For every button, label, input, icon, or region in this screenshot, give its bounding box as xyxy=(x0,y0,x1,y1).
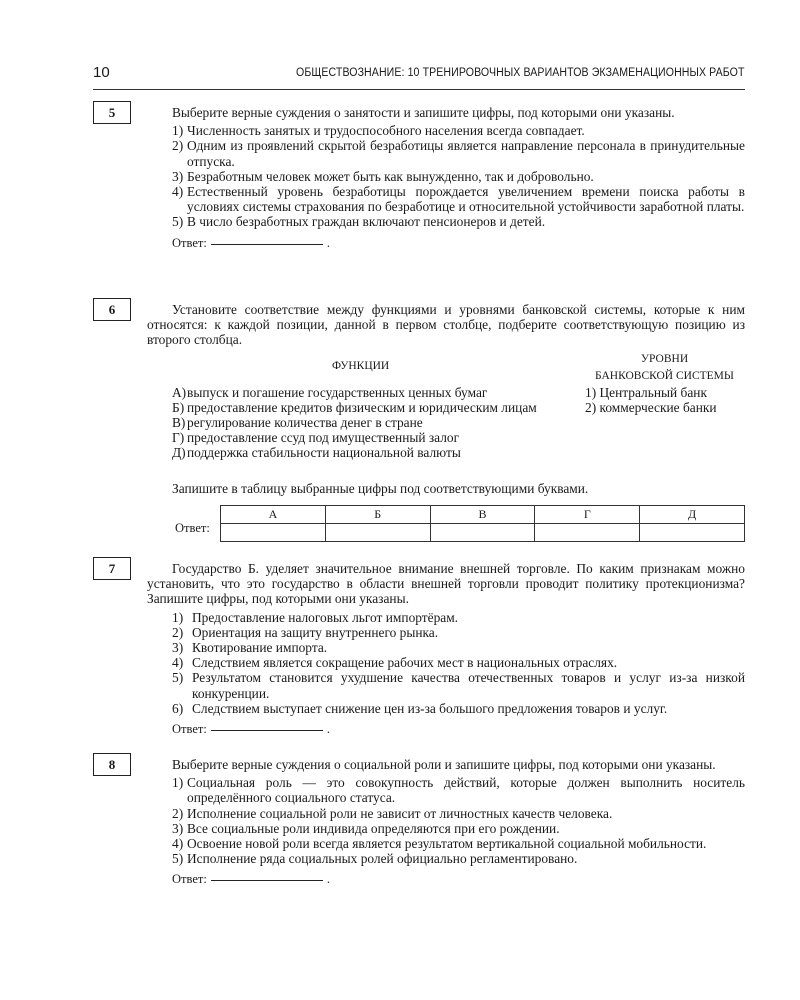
levels-header-line: БАНКОВСКОЙ СИСТЕМЫ xyxy=(595,369,734,382)
option xyxy=(172,169,745,184)
option-number: 4) xyxy=(172,655,184,671)
answer-label: Ответ: xyxy=(175,520,210,535)
option xyxy=(172,625,745,640)
answer-line: Ответ: . xyxy=(172,872,330,887)
option-text: В число безработных граждан включают пенсионеров и детей. xyxy=(187,214,546,230)
question-number: 5 xyxy=(93,101,131,124)
option-list xyxy=(172,123,745,229)
option-list xyxy=(172,775,745,866)
question-text: Выберите верные суждения о занятости и запишите цифры, под которыми они указаны. xyxy=(172,105,675,120)
option xyxy=(172,670,745,700)
table-instruction: Запишите в таблицу выбранные цифры под соответствующими буквами. xyxy=(172,480,589,496)
option xyxy=(172,655,745,670)
option-text: Исполнение ряда социальных ролей официально регламентировано. xyxy=(187,851,578,867)
option xyxy=(172,836,745,851)
option-number: 4) xyxy=(172,184,184,200)
question-text: Государство Б. уделяет значительное внимание внешней торговле. По каким признакам можно установить, что это государство в области внешней торговли проводит политику протекционизма? Запишите цифры, под которыми они указаны. xyxy=(147,561,745,607)
answer-blank[interactable] xyxy=(211,244,323,245)
option xyxy=(172,138,745,168)
function-item xyxy=(172,415,567,430)
page-number: 10 xyxy=(93,64,110,81)
option-text: Все социальные роли индивида определяются при его рождении. xyxy=(187,820,560,836)
answer-cell[interactable] xyxy=(325,523,430,541)
option-text: Следствием является сокращение рабочих мест в национальных отраслях. xyxy=(192,655,618,671)
option-number: 6) xyxy=(172,700,184,716)
option-number: 5) xyxy=(172,851,184,867)
function-item xyxy=(172,385,567,400)
question-6 xyxy=(108,302,745,545)
table-header-cell: В xyxy=(430,505,535,523)
option-text: Социальная роль — это совокупность действий, которые должен выполнить носитель определённого социального статуса. xyxy=(187,775,745,806)
option-number: 2) xyxy=(172,805,184,821)
option-number: 1) xyxy=(172,609,184,625)
option-number: 5) xyxy=(172,214,184,230)
option-text: Предоставление налоговых льгот импортёрам. xyxy=(192,609,459,625)
option xyxy=(172,214,745,229)
answer-label: Ответ: xyxy=(172,235,207,250)
function-text: предоставление кредитов физическим и юридическим лицам xyxy=(187,399,537,415)
answer-cell[interactable] xyxy=(430,523,535,541)
function-item xyxy=(172,445,567,460)
levels-header xyxy=(582,351,747,385)
question-text: Установите соответствие между функциями и уровнями банковской системы, которые к ним относятся: к каждой позиции, данной в первом столбце, подберите соответствующую позицию из второго столбца. xyxy=(147,302,745,348)
option xyxy=(172,775,745,805)
option-text: Естественный уровень безработицы порождается увеличением времени поиска работы в условиях системы страхования по безработице и относительной устойчивости заработной платы. xyxy=(187,184,745,215)
table-header-cell: А xyxy=(221,505,326,523)
table-header-cell: Б xyxy=(325,505,430,523)
level-item: 2) коммерческие банки xyxy=(585,399,717,415)
function-text: поддержка стабильности национальной валюты xyxy=(187,445,461,461)
table-header-row xyxy=(221,505,745,523)
table-header-cell: Д xyxy=(640,505,745,523)
header-divider xyxy=(93,89,745,90)
function-letter: Б) xyxy=(172,399,185,415)
answer-label: Ответ: xyxy=(172,722,207,737)
option-text: Квотирование импорта. xyxy=(192,640,328,656)
option-number: 3) xyxy=(172,168,184,184)
function-item xyxy=(172,400,567,415)
question-7 xyxy=(108,561,745,737)
option-number: 1) xyxy=(172,775,184,791)
function-letter: Г) xyxy=(172,430,185,446)
option-text: Исполнение социальной роли не зависит от личностных качеств человека. xyxy=(187,805,613,821)
function-letter: Д) xyxy=(172,445,186,461)
option-text: Результатом становится ухудшение качества отечественных товаров и услуг из-за низкой конкуренции. xyxy=(192,670,745,701)
option-number: 2) xyxy=(172,624,184,640)
answer-cell[interactable] xyxy=(221,523,326,541)
option xyxy=(172,640,745,655)
option xyxy=(172,821,745,836)
option-text: Безработным человек может быть как вынужденно, так и добровольно. xyxy=(187,168,594,184)
answer-line: Ответ: . xyxy=(172,722,330,737)
functions-list xyxy=(172,385,567,461)
question-number: 8 xyxy=(93,753,131,776)
option xyxy=(172,701,745,716)
option xyxy=(172,806,745,821)
table-answer-row xyxy=(221,523,745,541)
option-number: 3) xyxy=(172,640,184,656)
option xyxy=(172,610,745,625)
question-5 xyxy=(108,105,745,251)
option-text: Численность занятых и трудоспособного населения всегда совпадает. xyxy=(187,123,585,139)
option-text: Ориентация на защиту внутреннего рынка. xyxy=(192,624,439,640)
answer-blank[interactable] xyxy=(211,880,323,881)
option-number: 1) xyxy=(172,123,184,139)
levels-header-line: УРОВНИ xyxy=(640,352,689,365)
function-letter: В) xyxy=(172,415,186,431)
option xyxy=(172,184,745,214)
answer-line: Ответ: . xyxy=(172,235,330,250)
answer-label: Ответ: xyxy=(172,872,207,887)
answer-cell[interactable] xyxy=(535,523,640,541)
functions-header: ФУНКЦИИ xyxy=(332,359,390,372)
option-number: 4) xyxy=(172,836,184,852)
option-text: Освоение новой роли всегда является результатом вертикальной социальной мобильности. xyxy=(187,836,707,852)
function-letter: А) xyxy=(172,384,187,400)
question-8 xyxy=(108,757,745,888)
option-number: 5) xyxy=(172,670,184,686)
running-header: ОБЩЕСТВОЗНАНИЕ: 10 ТРЕНИРОВОЧНЫХ ВАРИАНТОВ ЭКЗАМЕНАЦИОННЫХ РАБОТ xyxy=(296,67,745,79)
option-text: Следствием выступает снижение цен из-за большого предложения товаров и услуг. xyxy=(192,700,668,716)
option-text: Одним из проявлений скрытой безработицы является направление персонала в принудительные отпуска. xyxy=(187,138,745,169)
answer-blank[interactable] xyxy=(211,730,323,731)
function-item xyxy=(172,430,567,445)
matching-columns xyxy=(172,351,745,481)
question-number: 6 xyxy=(93,298,131,321)
option xyxy=(172,851,745,866)
function-text: регулирование количества денег в стране xyxy=(187,415,423,431)
option-list xyxy=(172,610,745,716)
level-item: 1) Центральный банк xyxy=(585,384,707,400)
option-number: 3) xyxy=(172,820,184,836)
question-number: 7 xyxy=(93,557,131,580)
answer-table xyxy=(220,505,745,542)
option-number: 2) xyxy=(172,138,184,154)
answer-table-block xyxy=(172,499,745,545)
table-header-cell: Г xyxy=(535,505,640,523)
function-text: выпуск и погашение государственных ценных бумаг xyxy=(187,384,488,400)
function-text: предоставление ссуд под имущественный залог xyxy=(187,430,460,446)
option xyxy=(172,123,745,138)
question-text: Выберите верные суждения о социальной роли и запишите цифры, под которыми они указаны. xyxy=(172,757,716,772)
answer-cell[interactable] xyxy=(640,523,745,541)
levels-list xyxy=(585,385,717,415)
